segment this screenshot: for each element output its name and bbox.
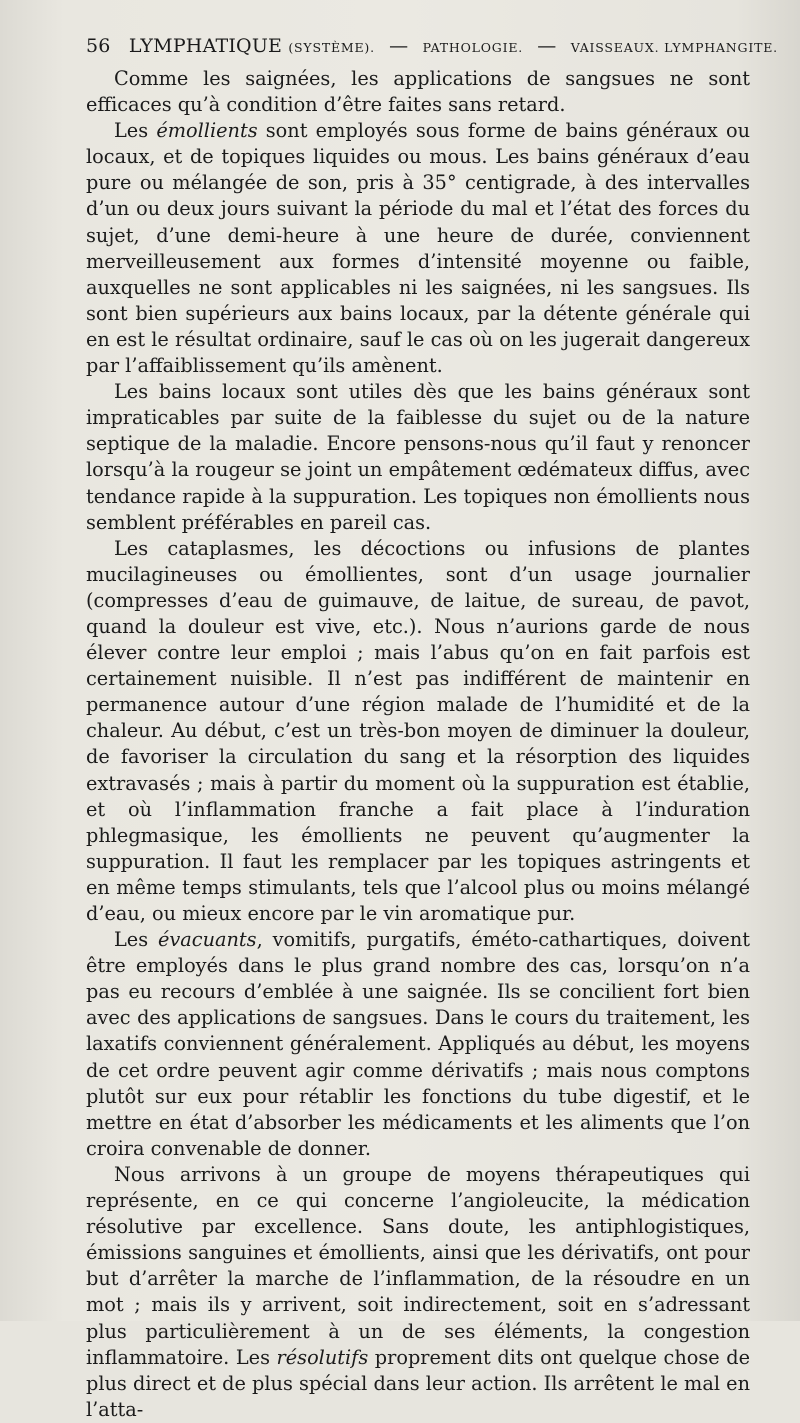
text-run: Les <box>114 119 157 143</box>
text-run: Les <box>114 928 158 952</box>
italic-term: évacuants <box>158 928 257 952</box>
header-dash: — <box>537 35 557 57</box>
paragraph <box>86 66 750 118</box>
body-text <box>86 66 750 1423</box>
text-run: Comme les saignées, les applications de sangsues ne sont efficaces qu’à condition d’être faites sans retard. <box>86 67 750 117</box>
italic-term: résolutifs <box>276 1345 369 1369</box>
text-run: Les bains locaux sont utiles dès que les bains généraux sont impraticables par suite de la faiblesse du sujet ou de la nature septique de la maladie. Encore pensons-nous qu’il faut y renoncer lorsqu’à la rougeur se joint un empâtement œdémateux diffus, avec tendance rapide à la suppuration. Les topiques non émollients nous semblent préférables en pareil cas. <box>86 380 750 534</box>
text-run: proprement dits ont quelque chose de plus direct et de plus spécial dans leur action. Ils arrêtent le mal en l’atta- <box>86 1345 750 1421</box>
paragraph <box>86 536 750 927</box>
header-title: LYMPHATIQUE <box>128 35 283 57</box>
paragraph <box>86 927 750 1162</box>
text-run: sont employés sous forme de bains généraux ou locaux, et de topiques liquides ou mous. Les bains généraux d’eau pure ou mélangée de son, pris à 35° centigrade, à des intervalles d’un ou deux jours suivant la période du mal et l’état des forces du sujet, d’une demi-heure à une heure de durée, conviennent merveilleusement aux formes d’intensité moyenne ou faible, auxquelles ne sont applicables ni les saignées, ni les sangsues. Ils sont bien supérieurs aux bains locaux, par la détente générale qui en est le résultat ordinaire, sauf le cas où on les jugerait dangereux par l’affaiblissement qu’ils amènent. <box>86 119 750 378</box>
paragraph <box>86 1162 750 1423</box>
running-header <box>86 34 778 58</box>
italic-term: émollients <box>156 119 258 143</box>
header-dash: — <box>389 35 409 57</box>
text-run: Nous arrivons à un groupe de moyens thérapeutiques qui représente, en ce qui concerne l’angioleucite, la médication résolutive par excellence. Sans doute, les antiphlogistiques, émissions sanguines et émollients, ainsi que les dérivatifs, ont pour but d’arrêter la marche de l’inflammation, de la résoudre en un mot ; mais ils y arrivent, soit indirectement, soit en s’adressant plus particulièrement à un de ses éléments, la congestion inflammatoire. Les <box>86 1162 750 1369</box>
paragraph <box>86 379 750 536</box>
header-section: PATHOLOGIE. <box>422 40 524 55</box>
paragraph <box>86 118 750 379</box>
header-subsection: VAISSEAUX. LYMPHANGITE. <box>570 40 778 55</box>
text-run: Les cataplasmes, les décoctions ou infusions de plantes mucilagineuses ou émollientes, sont d’un usage journalier (compresses d’eau de guimauve, de laitue, de sureau, de pavot, quand la douleur est vive, etc.). Nous n’aurions garde de nous élever contre leur emploi ; mais l’abus qu’on en fait parfois est certainement nuisible. Il n’est pas indifférent de maintenir en permanence autour d’une région malade de l’humidité et de la chaleur. Au début, c’est un très-bon moyen de diminuer la douleur, de favoriser la circulation du sang et la résorption des liquides extravasés ; mais à partir du moment où la suppuration est établie, et où l’inflammation franche a fait place à l’induration phlegmasique, les émollients ne peuvent qu’augmenter la suppuration. Il faut les remplacer par les topiques astringents et en même temps stimulants, tels que l’alcool plus ou moins mélangé d’eau, ou mieux encore par le vin aromatique pur. <box>86 536 750 925</box>
page-number: 56 <box>86 35 111 57</box>
text-run: , vomitifs, purgatifs, éméto-cathartiques, doivent être employés dans le plus grand nombre des cas, lorsqu’on n’a pas eu recours d’emblée à une saignée. Ils se concilient fort bien avec des applications de sangsues. Dans le cours du traitement, les laxatifs conviennent généralement. Appliqués au début, les moyens de cet ordre peuvent agir comme dérivatifs ; mais nous comptons plutôt sur eux pour rétablir les fonctions du tube digestif, et le mettre en état d’absorber les médicaments et les aliments que l’on croira convenable de donner. <box>86 928 750 1160</box>
header-subtitle: (SYSTÈME). <box>288 40 375 55</box>
